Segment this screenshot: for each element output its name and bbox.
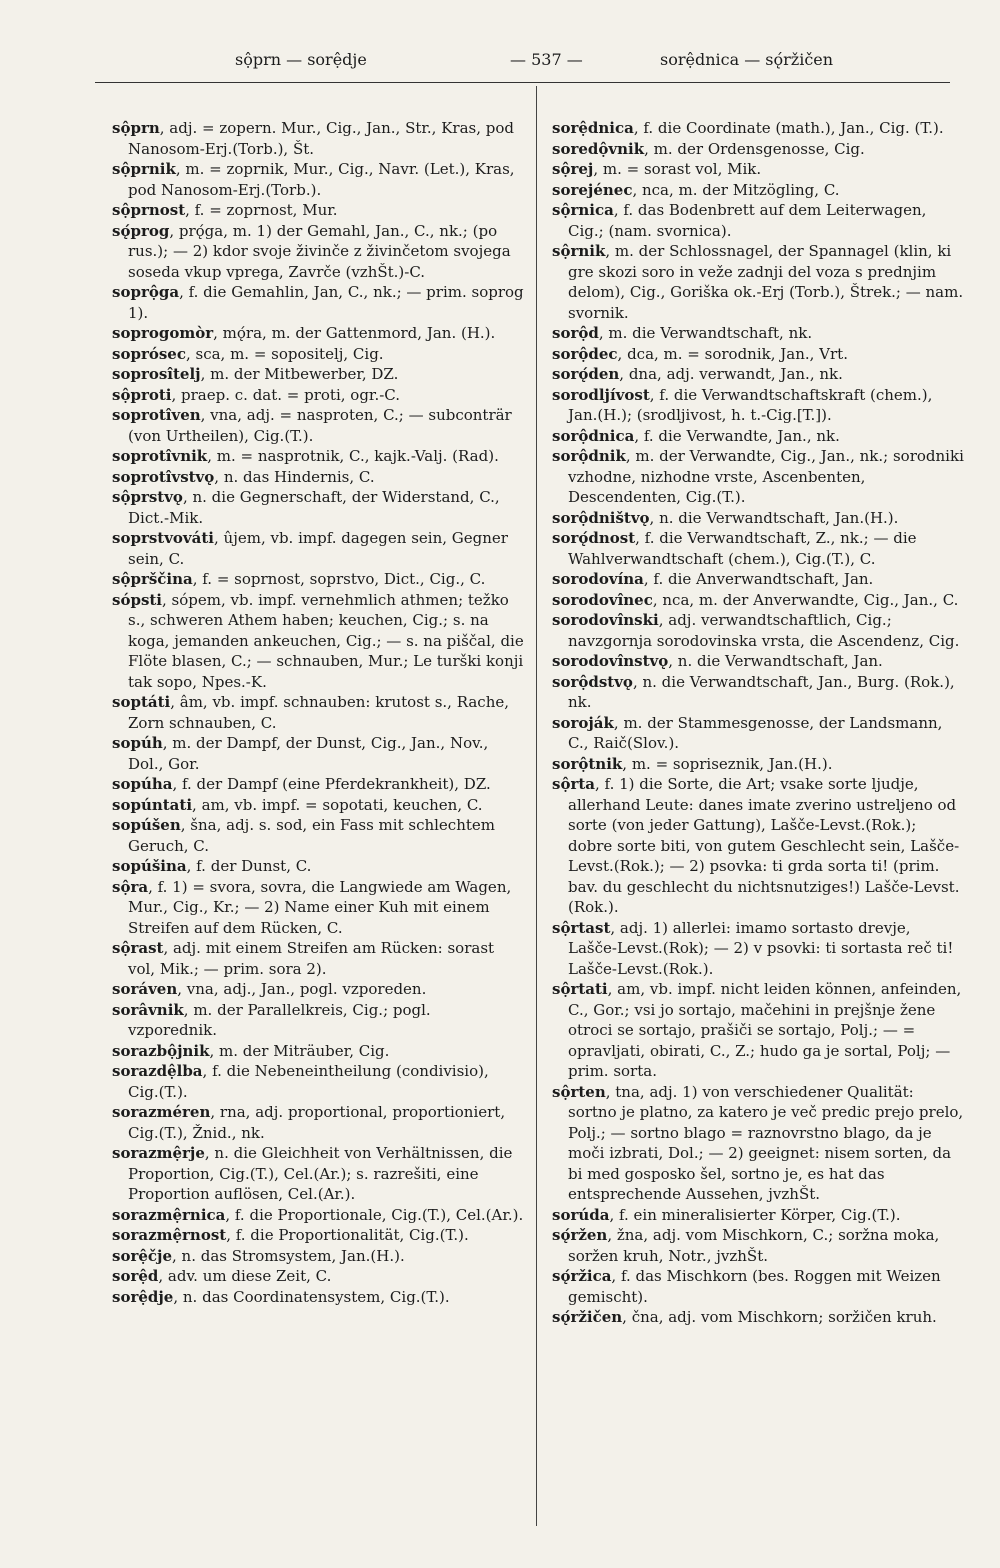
entry-definition: , žna, adj. vom Mischkorn, C.; soržna moka, soržen kruh, Notr., jvzhŠt.: [568, 1226, 940, 1265]
entry-definition: , âm, vb. impf. schnauben: krutost s., Rache, Zorn schnauben, C.: [128, 693, 509, 732]
entry-definition: , f. das Mischkorn (bes. Roggen mit Weizen gemischt).: [568, 1267, 941, 1306]
entry-headword: sorǫ́dnost: [552, 529, 636, 547]
dictionary-entry: [552, 672, 964, 713]
entry-headword: sorộdnica: [552, 426, 635, 445]
entry-definition: , am, vb. impf. nicht leiden können, anfeinden, C., Gor.; vsi jo sortajo, mačehini in prejšnje žene otroci se sortajo, prašiči se sortajo, Polj.; — = opravljati, obirati, C., Z.; hudo ga je sortal, Polj; — prim. sorta.: [568, 980, 962, 1080]
entry-headword: sorộdstvǫ: [552, 672, 633, 691]
header-rule: [95, 82, 950, 83]
entry-headword: sorazmệrje: [112, 1144, 205, 1162]
entry-definition: , am, vb. impf. = sopotati, keuchen, C.: [192, 795, 483, 814]
dictionary-entry: [112, 282, 524, 323]
dictionary-entry: [552, 713, 964, 754]
entry-definition: , n. das Hindernis, C.: [214, 467, 375, 486]
entry-definition: , sca, m. = sopositelj, Cig.: [185, 344, 384, 363]
entry-headword: sộprn: [112, 119, 160, 137]
entry-definition: , m. der Miträuber, Cig.: [209, 1041, 390, 1060]
entry-headword: soprstvováti: [112, 529, 214, 547]
entry-headword: sorệd: [112, 1267, 159, 1285]
dictionary-entry: [112, 1143, 524, 1205]
entry-headword: soprộga: [112, 283, 180, 301]
dictionary-entry: [552, 610, 964, 651]
header-right-guide: sorệdnica — sǫ́ržičen: [660, 50, 834, 69]
entry-definition: , dca, m. = sorodnik, Jan., Vrt.: [617, 344, 848, 363]
dictionary-entry: [552, 918, 964, 980]
dictionary-entry: [552, 159, 964, 180]
dictionary-entry: [552, 200, 964, 241]
dictionary-entry: [112, 405, 524, 446]
dictionary-entry: [112, 938, 524, 979]
entry-definition: , n. die Verwandtschaft, Jan.(H.).: [649, 508, 899, 527]
entry-definition: , m. der Dampf, der Dunst, Cig., Jan., Nov., Dol., Gor.: [128, 734, 489, 773]
dictionary-entry: [552, 118, 964, 139]
entry-definition: , m. = zoprnik, Mur., Cig., Navr. (Let.), Kras, pod Nanosom-Erj.(Torb.).: [128, 160, 515, 199]
dictionary-entry: [112, 344, 524, 365]
dictionary-entry: [112, 467, 524, 488]
entry-headword: sorodovînstvǫ: [552, 652, 669, 670]
dictionary-entry: [552, 651, 964, 672]
entry-headword: sopúh: [112, 734, 163, 752]
entry-definition: , f. die Verwandtschaftskraft (chem.), Jan.(H.); (srodljivost, h. t.-Cig.[T.]).: [568, 385, 933, 424]
entry-headword: soprotîvstvǫ: [112, 467, 215, 486]
dictionary-entry: [112, 1287, 524, 1308]
dictionary-entry: [112, 446, 524, 467]
entry-headword: sộrnica: [552, 201, 614, 219]
running-header: [95, 50, 950, 78]
dictionary-entry: [552, 323, 964, 344]
dictionary-entry: [552, 590, 964, 611]
dictionary-entry: [112, 364, 524, 385]
dictionary-entry: [552, 1225, 964, 1266]
dictionary-entry: [112, 1205, 524, 1226]
dictionary-entry: [112, 569, 524, 590]
entry-definition: , čna, adj. vom Mischkorn; soržičen kruh.: [622, 1308, 937, 1326]
dictionary-entry: [112, 323, 524, 344]
entry-headword: sộprnik: [112, 160, 176, 178]
entry-definition: , f. ein mineralisierter Körper, Cig.(T.).: [609, 1205, 901, 1224]
entry-headword: sorộtnik: [552, 754, 623, 773]
dictionary-entry: [112, 774, 524, 795]
entry-headword: sộrtati: [552, 980, 608, 998]
dictionary-entry: [112, 590, 524, 693]
entry-headword: sộrtast: [552, 918, 611, 937]
dictionary-entry: [112, 692, 524, 733]
entry-definition: , f. die Proportionale, Cig.(T.), Cel.(Ar.).: [225, 1205, 524, 1224]
entry-headword: sộproti: [112, 385, 172, 404]
dictionary-entry: [552, 569, 964, 590]
dictionary-entry: [112, 1266, 524, 1287]
dictionary-entry: [112, 1061, 524, 1102]
entry-headword: soredộvnik: [552, 139, 645, 158]
dictionary-entry: [112, 1225, 524, 1246]
entry-definition: , prǫ́ga, m. 1) der Gemahl, Jan., C., nk.; (po rus.); — 2) kdor svoje živinče z živinčetom svojega soseda vkup vprega, Zavrče (vzhŠt.)-C.: [128, 221, 511, 281]
entry-definition: , m. der Schlossnagel, der Spannagel (klin, ki gre skozi soro in veže zadnji del voza s prednjim delom), Cig., Goriška ok.-Erj (Torb.), Štrek.; — nam. svornik.: [568, 242, 964, 322]
entry-definition: , ûjem, vb. impf. dagegen sein, Gegner sein, C.: [128, 529, 508, 568]
entry-definition: , n. die Verwandtschaft, Jan.: [668, 652, 883, 670]
entry-headword: sorodljívost: [552, 385, 650, 404]
entry-headword: sộrta: [552, 775, 596, 793]
entry-headword: sorúda: [552, 1205, 610, 1224]
entry-definition: , f. 1) die Sorte, die Art; vsake sorte ljudje, allerhand Leute: danes imate zverino ustreljeno od sorte (von jeder Gattung), Lašče-Levst.(Rok.); dobre sorte biti, von gutem Geschlecht sein, Lašče-Levst.(Rok.); — 2) psovka: ti grda sorta ti! (prim. bav. du geschlecht du nichtsnutziges!) Lašče-Levst.(Rok.).: [568, 775, 960, 916]
dictionary-entry: [112, 385, 524, 406]
dictionary-entry: [552, 364, 964, 385]
entry-headword: sorejénec: [552, 180, 633, 199]
entry-headword: sǫ́ržen: [552, 1226, 608, 1244]
entry-headword: sorodovînski: [552, 611, 659, 629]
page-number: — 537 —: [510, 50, 583, 69]
dictionary-entry: [112, 1246, 524, 1267]
entry-headword: sorazdệlba: [112, 1062, 203, 1080]
entry-headword: sorǫ́den: [552, 365, 620, 383]
entry-definition: , nca, m. der Anverwandte, Cig., Jan., C.: [652, 590, 959, 609]
entry-definition: , f. der Dampf (eine Pferdekrankheit), DZ.: [172, 775, 491, 793]
entry-headword: sorazmệrnica: [112, 1205, 226, 1224]
entry-definition: , adv. um diese Zeit, C.: [158, 1267, 332, 1285]
left-column: [112, 118, 524, 1307]
entry-definition: , mǫ́ra, m. der Gattenmord, Jan. (H.).: [213, 324, 496, 342]
dictionary-entry: [112, 200, 524, 221]
entry-headword: sorâvnik: [112, 1000, 184, 1019]
dictionary-entry: [112, 795, 524, 816]
column-divider: [536, 86, 537, 1526]
entry-definition: , adj. 1) allerlei: imamo sortasto drevje, Lašče-Levst.(Rok); — 2) v psovki: ti sortasta reč ti! Lašče-Levst.(Rok.).: [568, 918, 954, 978]
entry-definition: , m. = sopriseznik, Jan.(H.).: [622, 754, 833, 773]
dictionary-entry: [552, 1266, 964, 1307]
entry-headword: sorodovína: [552, 570, 644, 588]
entry-definition: , f. die Verwandtschaft, Z., nk.; — die Wahlverwandtschaft (chem.), Cig.(T.), C.: [568, 529, 917, 568]
entry-definition: , šna, adj. s. sod, ein Fass mit schlechtem Geruch, C.: [128, 816, 495, 855]
entry-headword: soroják: [552, 713, 614, 732]
entry-definition: , f. die Proportionalität, Cig.(T.).: [226, 1226, 469, 1244]
entry-headword: sộrast: [112, 939, 164, 957]
entry-headword: sorazbộjnik: [112, 1041, 210, 1060]
dictionary-entry: [112, 528, 524, 569]
entry-definition: , m. der Ordensgenosse, Cig.: [644, 139, 865, 158]
dictionary-entry: [112, 856, 524, 877]
entry-definition: , vna, adj. = nasproten, C.; — subconträr (von Urtheilen), Cig.(T.).: [128, 406, 512, 445]
entry-definition: , m. der Verwandte, Cig., Jan., nk.; sorodniki vzhodne, nizhodne vrste, Ascenbenten, Descendenten, Cig.(T.).: [568, 447, 964, 506]
entry-definition: , n. das Stromsystem, Jan.(H.).: [172, 1246, 405, 1265]
entry-definition: , rna, adj. proportional, proportioniert, Cig.(T.), Žnid., nk.: [128, 1103, 506, 1142]
entry-definition: , f. die Gemahlin, Jan, C., nk.; — prim. soprog 1).: [128, 283, 524, 322]
entry-headword: soráven: [112, 980, 178, 998]
dictionary-entry: [552, 979, 964, 1082]
entry-headword: sorodovînec: [552, 590, 653, 609]
dictionary-entry: [112, 979, 524, 1000]
dictionary-entry: [552, 1205, 964, 1226]
entry-definition: , m. = nasprotnik, C., kajk.-Valj. (Rad).: [207, 447, 499, 465]
entry-headword: sorệdnica: [552, 119, 634, 137]
entry-definition: , f. = soprnost, soprstvo, Dict., Cig., C.: [192, 570, 486, 588]
dictionary-entry: [112, 159, 524, 200]
dictionary-entry: [552, 139, 964, 160]
entry-definition: , praep. c. dat. = proti, ogr.-C.: [171, 385, 400, 404]
entry-headword: sorazméren: [112, 1103, 211, 1121]
entry-definition: , adj. = zopern. Mur., Cig., Jan., Str., Kras, pod Nanosom-Erj.(Torb.), Št.: [128, 119, 515, 158]
entry-definition: , n. die Gleichheit von Verhältnissen, die Proportion, Cig.(T.), Cel.(Ar.); s. razrešiti, eine Proportion auflösen, Cel.(Ar.).: [128, 1144, 513, 1203]
entry-definition: , n. die Verwandtschaft, Jan., Burg. (Rok.), nk.: [568, 672, 955, 711]
entry-definition: , f. 1) = svora, sovra, die Langwiede am Wagen, Mur., Cig., Kr.; — 2) Name einer Kuh mit einem Streifen auf dem Rücken, C.: [128, 877, 512, 937]
dictionary-entry: [552, 508, 964, 529]
entry-headword: sorộdništvǫ: [552, 508, 650, 527]
entry-definition: , m. die Verwandtschaft, nk.: [598, 324, 813, 342]
entry-definition: , tna, adj. 1) von verschiedener Qualität: sortno je platno, za katero je več predic prejo prelo, Polj.; — sortno blago = raznovrstno blago, da je moči izbrati, Dol.; — 2) geeignet: nisem sorten, da bi med gosposko šel, sortno je, es hat das entsprechende Aussehen, jvzhŠt.: [568, 1082, 964, 1203]
entry-definition: , f. das Bodenbrett auf dem Leiterwagen, Cig.; (nam. svornica).: [568, 201, 927, 240]
entry-headword: sorệčje: [112, 1246, 172, 1265]
dictionary-entry: [552, 528, 964, 569]
entry-definition: , f. der Dunst, C.: [186, 857, 312, 875]
dictionary-entry: [552, 754, 964, 775]
dictionary-entry: [552, 241, 964, 323]
entry-definition: , m. = sorast vol, Mik.: [593, 160, 762, 178]
entry-definition: , n. das Coordinatensystem, Cig.(T.).: [173, 1287, 450, 1306]
entry-headword: sopúšen: [112, 816, 181, 834]
entry-definition: , adj. verwandtschaftlich, Cig.; navzgornja sorodovinska vrsta, die Ascendenz, Cig.: [568, 611, 960, 650]
dictionary-entry: [112, 118, 524, 159]
entry-headword: sorazmệrnost: [112, 1226, 227, 1244]
entry-definition: , nca, m. der Mitzögling, C.: [632, 180, 840, 199]
dictionary-entry: [552, 426, 964, 447]
entry-headword: sopúntati: [112, 795, 193, 814]
entry-definition: , f. die Verwandte, Jan., nk.: [634, 426, 840, 445]
right-column: [552, 118, 964, 1328]
entry-definition: , m. der Mitbewerber, DZ.: [200, 365, 399, 383]
entry-definition: , f. die Nebeneintheilung (condivisio), Cig.(T.).: [128, 1062, 489, 1101]
entry-headword: sorộd: [552, 324, 599, 342]
entry-definition: , m. der Stammesgenosse, der Landsmann, C., Raič(Slov.).: [568, 713, 943, 752]
entry-headword: sǫ́ržičen: [552, 1308, 623, 1326]
dictionary-entry: [552, 1082, 964, 1205]
entry-definition: , vna, adj., Jan., pogl. vzporeden.: [177, 980, 427, 998]
dictionary-entry: [112, 815, 524, 856]
entry-headword: soprogomòr: [112, 324, 214, 342]
entry-definition: , f. die Anverwandtschaft, Jan.: [643, 570, 874, 588]
dictionary-entry: [112, 877, 524, 939]
entry-headword: soprósec: [112, 344, 186, 363]
dictionary-entry: [112, 1102, 524, 1143]
entry-headword: sorộdec: [552, 344, 618, 363]
entry-headword: sorộdnik: [552, 447, 626, 465]
entry-headword: sộprstvǫ: [112, 488, 183, 506]
entry-definition: , f. = zoprnost, Mur.: [185, 201, 338, 219]
header-left-guide: sộprn — sorệdje: [235, 50, 367, 69]
entry-headword: soprosîtelj: [112, 365, 201, 383]
dictionary-entry: [552, 385, 964, 426]
dictionary-entry: [552, 446, 964, 508]
entry-definition: , m. der Parallelkreis, Cig.; pogl. vzporednik.: [128, 1000, 431, 1039]
dictionary-entry: [552, 1307, 964, 1328]
entry-headword: sǫ́ržica: [552, 1267, 612, 1285]
entry-headword: sǫ́prog: [112, 221, 170, 240]
entry-headword: sópsti: [112, 590, 163, 609]
entry-headword: soprotîvnik: [112, 447, 208, 465]
dictionary-entry: [552, 774, 964, 918]
dictionary-entry: [112, 487, 524, 528]
entry-headword: sộrej: [552, 160, 594, 178]
entry-headword: sộprnost: [112, 201, 186, 219]
dictionary-entry: [112, 221, 524, 283]
entry-headword: soptáti: [112, 693, 171, 711]
entry-headword: sộprščina: [112, 570, 193, 588]
entry-headword: sộra: [112, 877, 149, 896]
entry-definition: , dna, adj. verwandt, Jan., nk.: [619, 365, 843, 383]
entry-definition: , sópem, vb. impf. vernehmlich athmen; težko s., schweren Athem haben; keuchen, Cig.; s. na koga, jemanden ankeuchen, Cig.; — s. na piščal, die Flöte blasen, C.; — schnauben, Mur.; Le turški konji tak sopo, Npes.-K.: [128, 590, 524, 691]
entry-definition: , adj. mit einem Streifen am Rücken: sorast vol, Mik.; — prim. sora 2).: [128, 939, 495, 978]
entry-headword: sopúšina: [112, 857, 187, 875]
dictionary-entry: [552, 344, 964, 365]
entry-headword: sorệdje: [112, 1287, 174, 1306]
entry-definition: , f. die Coordinate (math.), Jan., Cig. (T.).: [633, 119, 944, 137]
entry-headword: sộrten: [552, 1082, 606, 1101]
entry-headword: sopúha: [112, 775, 173, 793]
entry-headword: soprotîven: [112, 406, 201, 424]
dictionary-entry: [112, 733, 524, 774]
entry-definition: , n. die Gegnerschaft, der Widerstand, C., Dict.-Mik.: [128, 488, 500, 527]
entry-headword: sộrnik: [552, 242, 606, 260]
dictionary-entry: [112, 1041, 524, 1062]
dictionary-entry: [552, 180, 964, 201]
dictionary-entry: [112, 1000, 524, 1041]
